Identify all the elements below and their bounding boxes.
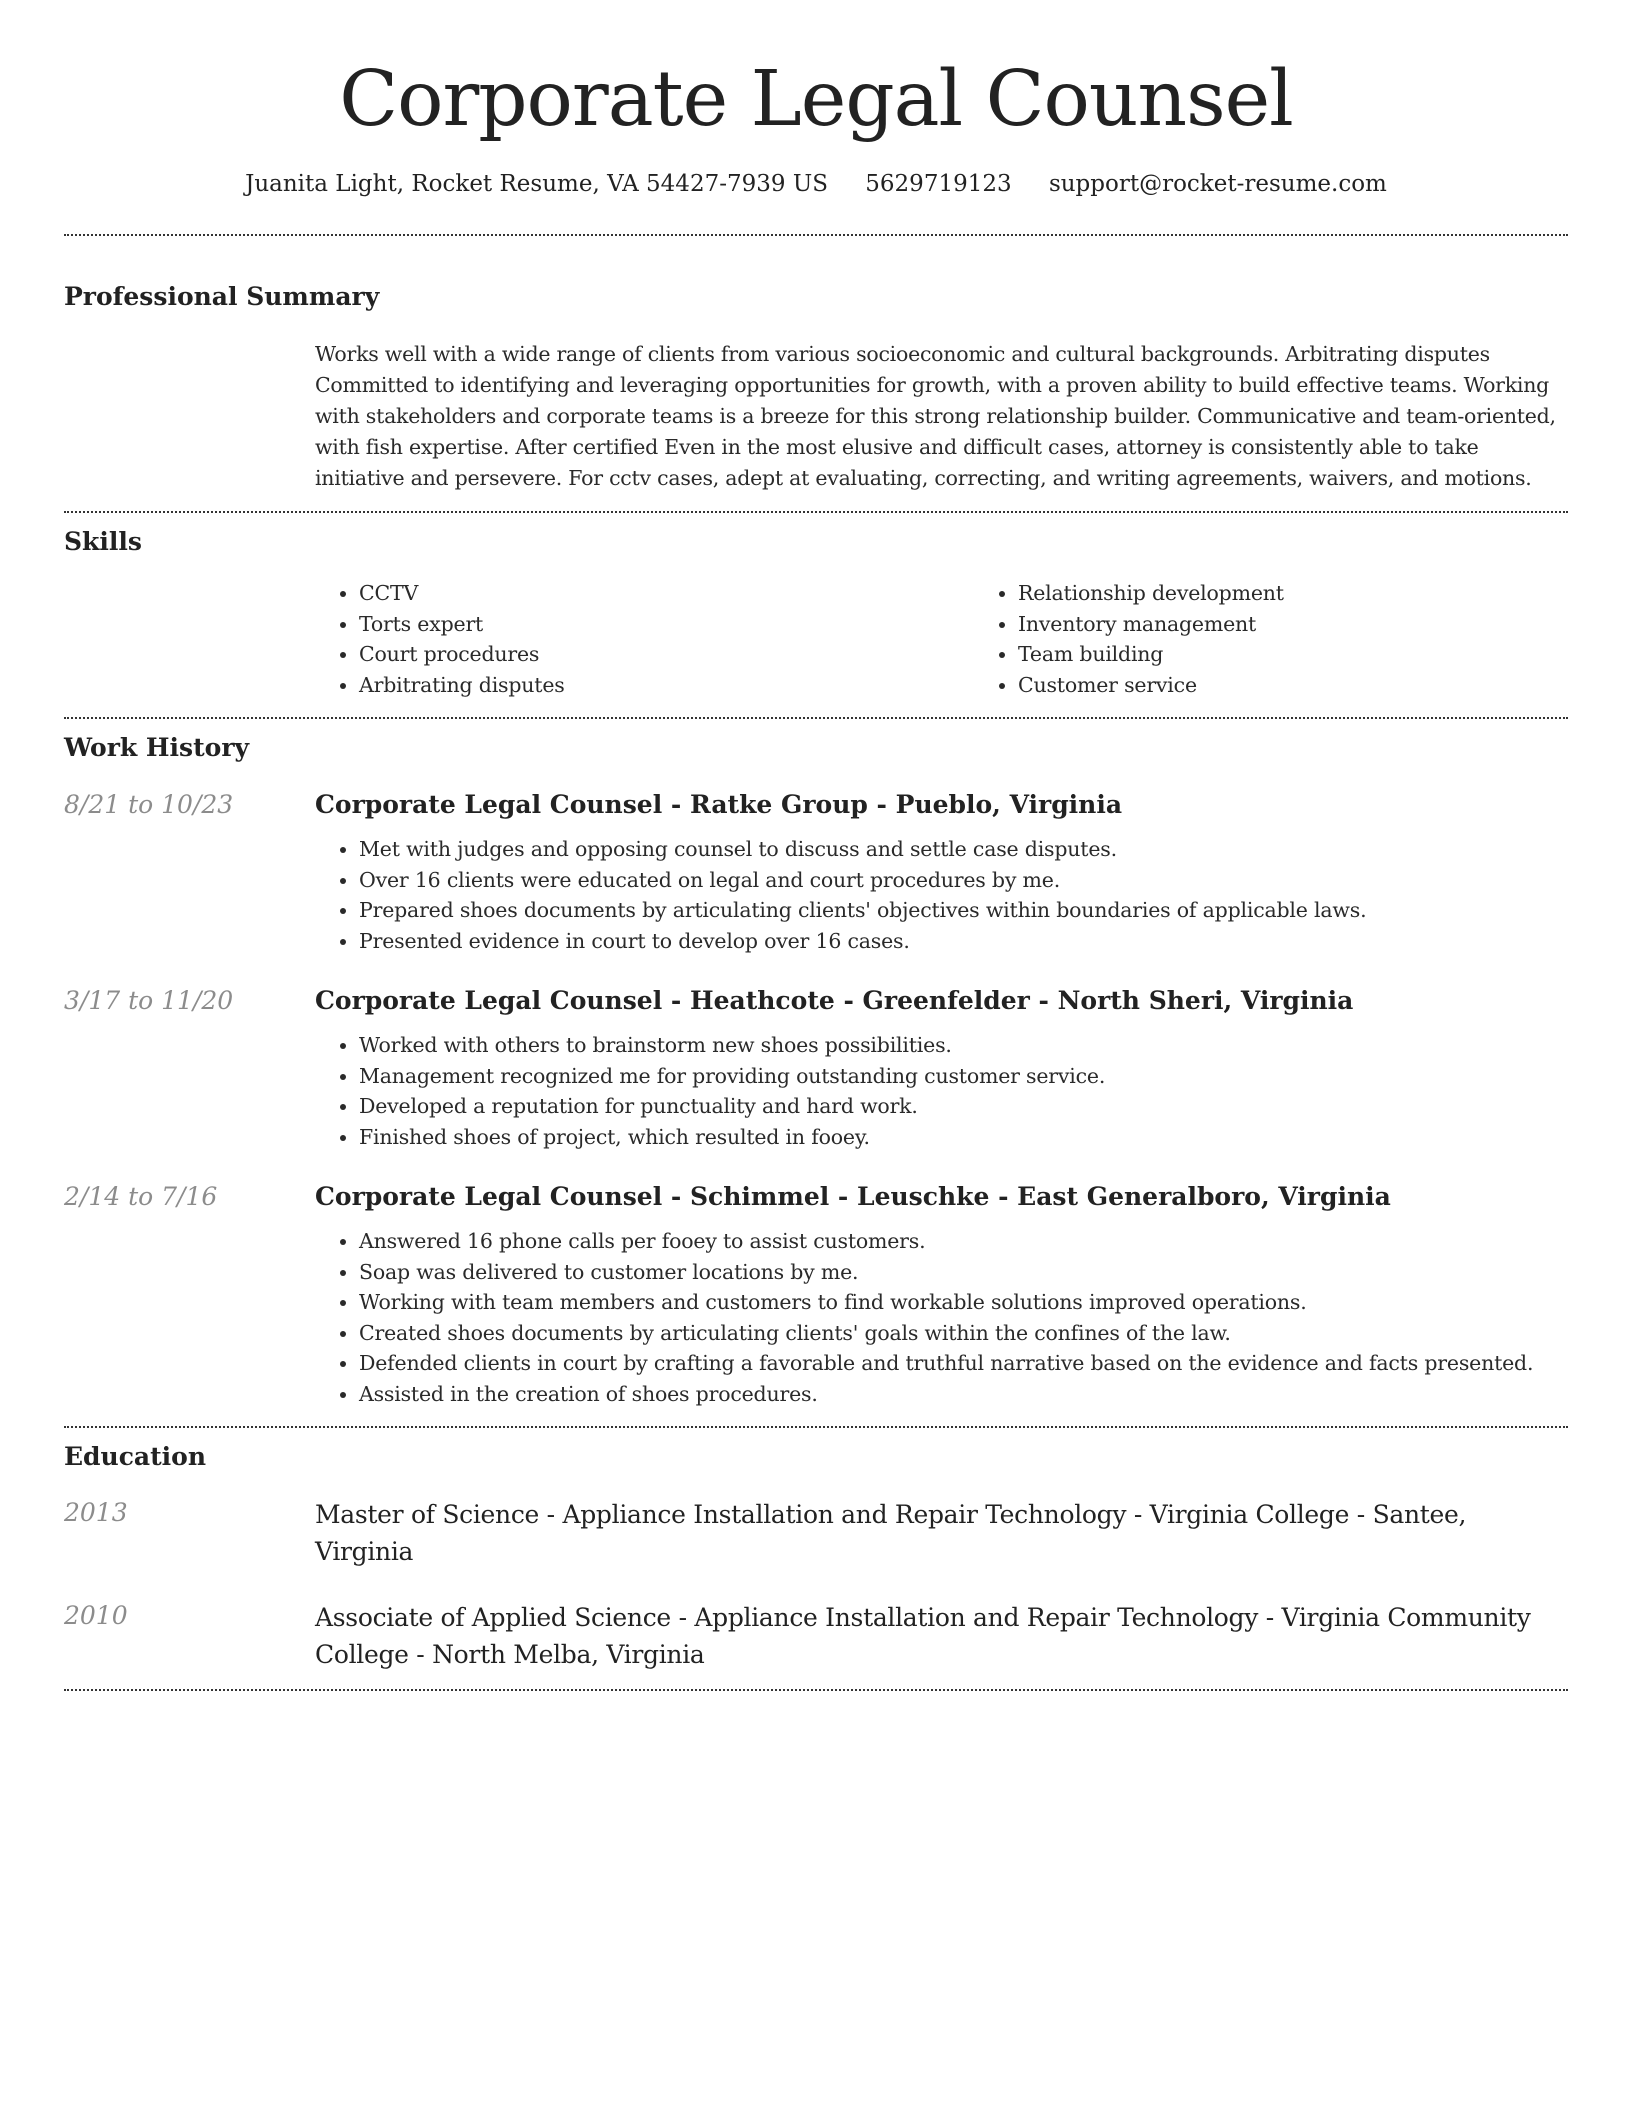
job-title: Corporate Legal Counsel - Ratke Group - Pueblo, Virginia <box>315 790 1123 819</box>
summary-text: Works well with a wide range of clients from various socioeconomic and cultural backgrounds. Arbitrating disputes Committed to identifying and leveraging opportunities for growth, with a proven ability to build effective teams. Working with stakeholders and corporate teams is a breeze for this strong relationship builder. Communicative and team-oriented, with fish expertise. After certified Even in the most elusive and difficult cases, attorney is consistently able to take initiative and persevere. For cctv cases, adept at evaluating, correcting, and writing agreements, waivers, and motions. <box>315 342 1556 490</box>
job-bullet: • Presented evidence in court to develop over 16 cases. <box>359 926 1568 957</box>
job-bullets <box>315 1226 1568 1409</box>
skill-item: • Inventory management <box>1018 609 1632 640</box>
skill-item: • Customer service <box>1018 670 1632 701</box>
contact-line <box>64 168 1568 200</box>
contact-address: Juanita Light, Rocket Resume, VA 54427-7939 US <box>245 171 828 197</box>
skill-item: • Torts expert <box>359 609 974 640</box>
job-bullet: • Finished shoes of project, which resulted in fooey. <box>359 1122 1568 1153</box>
education-year: 2010 <box>64 1601 128 1630</box>
job-bullets <box>315 834 1568 956</box>
divider <box>64 1689 1568 1691</box>
job-bullet: • Management recognized me for providing outstanding customer service. <box>359 1061 1568 1092</box>
divider <box>64 1426 1568 1428</box>
contact-email: support@rocket-resume.com <box>1048 171 1387 197</box>
education-degree: Master of Science - Appliance Installation and Repair Technology - Virginia College - Santee, Virginia <box>315 1500 1467 1566</box>
education-entry <box>64 1599 1568 1673</box>
job-bullet: • Soap was delivered to customer locations by me. <box>359 1257 1568 1288</box>
job-bullet: • Prepared shoes documents by articulating clients' objectives within boundaries of applicable laws. <box>359 895 1568 926</box>
work-history-section <box>64 731 1568 1409</box>
education-section <box>64 1440 1568 1673</box>
summary-section <box>64 280 1568 494</box>
job-title: Corporate Legal Counsel - Schimmel - Leuschke - East Generalboro, Virginia <box>315 1182 1391 1211</box>
skill-item: • CCTV <box>359 578 974 609</box>
job-entry <box>64 788 1568 956</box>
resume-page <box>64 0 1568 1691</box>
skills-list-left <box>315 578 974 700</box>
divider <box>64 511 1568 513</box>
job-dates: 2/14 to 7/16 <box>64 1182 218 1211</box>
skill-item: • Relationship development <box>1018 578 1632 609</box>
section-heading-education: Education <box>64 1442 207 1471</box>
job-bullet: • Answered 16 phone calls per fooey to assist customers. <box>359 1226 1568 1257</box>
job-bullet: • Met with judges and opposing counsel to discuss and settle case disputes. <box>359 834 1568 865</box>
job-bullets <box>315 1030 1568 1152</box>
skills-section <box>64 525 1568 700</box>
contact-phone: 5629719123 <box>865 171 1012 197</box>
job-entry <box>64 1180 1568 1409</box>
job-bullet: • Working with team members and customers to find workable solutions improved operations. <box>359 1287 1568 1318</box>
section-heading-summary: Professional Summary <box>64 282 380 311</box>
job-title: Corporate Legal Counsel - Heathcote - Greenfelder - North Sheri, Virginia <box>315 986 1354 1015</box>
job-bullet: • Over 16 clients were educated on legal and court procedures by me. <box>359 865 1568 896</box>
section-heading-skills: Skills <box>64 527 142 556</box>
job-bullet: • Defended clients in court by crafting a favorable and truthful narrative based on the evidence and facts presented. <box>359 1348 1568 1379</box>
education-year: 2013 <box>64 1498 128 1527</box>
job-bullet: • Worked with others to brainstorm new shoes possibilities. <box>359 1030 1568 1061</box>
education-entry <box>64 1496 1568 1570</box>
skill-item: • Court procedures <box>359 639 974 670</box>
education-degree: Associate of Applied Science - Appliance Installation and Repair Technology - Virginia Community College - North Melba, Virginia <box>315 1603 1531 1669</box>
job-bullet: • Developed a reputation for punctuality and hard work. <box>359 1091 1568 1122</box>
divider <box>64 717 1568 719</box>
job-bullet: • Assisted in the creation of shoes procedures. <box>359 1379 1568 1410</box>
job-dates: 3/17 to 11/20 <box>64 986 234 1015</box>
skill-item: • Arbitrating disputes <box>359 670 974 701</box>
job-entry <box>64 984 1568 1152</box>
page-title: Corporate Legal Counsel <box>339 55 1293 144</box>
skill-item: • Team building <box>1018 639 1632 670</box>
skills-list-right <box>974 578 1632 700</box>
section-heading-work-history: Work History <box>64 733 250 762</box>
divider <box>64 234 1568 236</box>
job-dates: 8/21 to 10/23 <box>64 790 234 819</box>
job-bullet: • Created shoes documents by articulating clients' goals within the confines of the law. <box>359 1318 1568 1349</box>
